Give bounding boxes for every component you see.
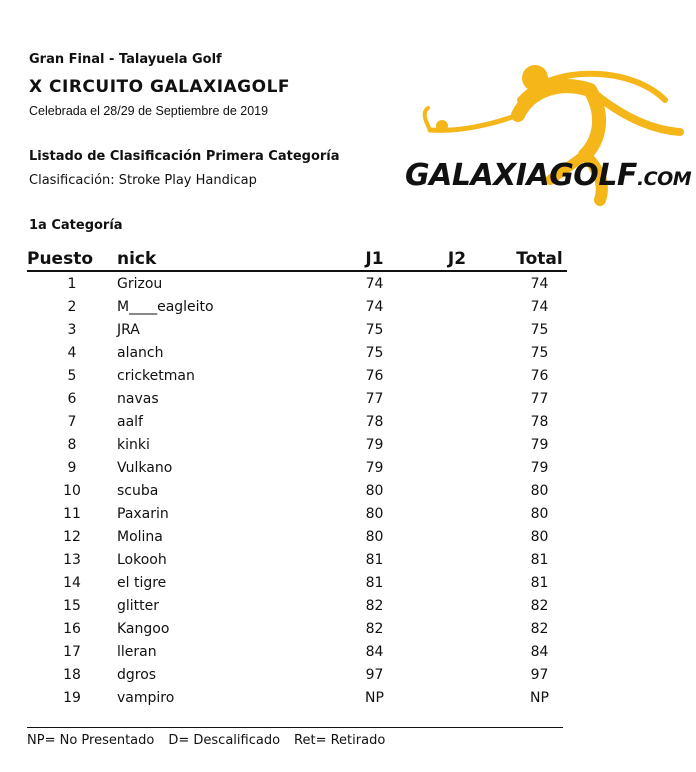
- cell-total: 76: [530, 367, 549, 384]
- cell-puesto: 9: [67, 459, 77, 476]
- cell-j1: 82: [365, 597, 384, 614]
- cell-j2: [402, 571, 512, 594]
- cell-total: NP: [530, 689, 549, 706]
- cell-puesto: 6: [67, 390, 77, 407]
- header-total: Total: [512, 242, 567, 271]
- header-j2: J2: [402, 242, 512, 271]
- cell-nick: M____eagleito: [117, 298, 214, 315]
- cell-j1: 80: [365, 505, 384, 522]
- cell-puesto: 5: [67, 367, 77, 384]
- table-row: [27, 594, 567, 617]
- cell-total: 78: [530, 413, 549, 430]
- cell-j2: [402, 640, 512, 663]
- cell-total: 82: [530, 597, 549, 614]
- classification-type: Clasificación: Stroke Play Handicap: [29, 173, 257, 188]
- cell-total: 79: [530, 459, 549, 476]
- cell-j2: [402, 479, 512, 502]
- cell-puesto: 16: [63, 620, 81, 637]
- table-row: [27, 502, 567, 525]
- cell-j2: [402, 410, 512, 433]
- cell-j2: [402, 387, 512, 410]
- cell-puesto: 7: [67, 413, 77, 430]
- cell-total: 75: [530, 321, 549, 338]
- cell-j1: 74: [365, 275, 384, 292]
- cell-j1: 79: [365, 459, 384, 476]
- cell-total: 80: [530, 528, 549, 545]
- table-row: [27, 663, 567, 686]
- logo-text-part1: GALAXIA: [405, 158, 550, 193]
- galaxiagolf-wordmark: [405, 158, 691, 193]
- cell-total: 74: [530, 298, 549, 315]
- table-row: [27, 410, 567, 433]
- results-table: [27, 242, 567, 709]
- cell-j2: [402, 663, 512, 686]
- header-j1: J1: [347, 242, 402, 271]
- cell-nick: cricketman: [117, 367, 195, 384]
- table-row: [27, 571, 567, 594]
- table-row: [27, 617, 567, 640]
- cell-total: 75: [530, 344, 549, 361]
- table-row: [27, 387, 567, 410]
- cell-puesto: 11: [63, 505, 81, 522]
- table-row: [27, 271, 567, 295]
- cell-j1: 75: [365, 321, 384, 338]
- cell-j1: 97: [365, 666, 384, 683]
- cell-puesto: 13: [63, 551, 81, 568]
- logo-text-part2: GOLF: [549, 158, 637, 193]
- table-row: [27, 548, 567, 571]
- cell-nick: glitter: [117, 597, 160, 614]
- cell-j2: [402, 548, 512, 571]
- cell-j1: 84: [365, 643, 384, 660]
- cell-total: 81: [530, 551, 549, 568]
- cell-nick: Paxarin: [117, 505, 169, 522]
- table-row: [27, 479, 567, 502]
- cell-puesto: 8: [67, 436, 77, 453]
- cell-total: 82: [530, 620, 549, 637]
- cell-total: 97: [530, 666, 549, 683]
- table-row: [27, 318, 567, 341]
- cell-nick: Vulkano: [117, 459, 173, 476]
- cell-total: 80: [530, 482, 549, 499]
- header-puesto: Puesto: [27, 242, 117, 271]
- cell-puesto: 2: [67, 298, 77, 315]
- table-row: [27, 686, 567, 709]
- cell-j2: [402, 341, 512, 364]
- list-title: Listado de Clasificación Primera Categoría: [29, 149, 340, 164]
- cell-total: 74: [530, 275, 549, 292]
- cell-nick: JRA: [117, 321, 140, 338]
- cell-total: 77: [530, 390, 549, 407]
- cell-nick: scuba: [117, 482, 159, 499]
- cell-j1: 74: [365, 298, 384, 315]
- cell-total: 81: [530, 574, 549, 591]
- cell-j1: 82: [365, 620, 384, 637]
- cell-puesto: 17: [63, 643, 81, 660]
- cell-j1: 78: [365, 413, 384, 430]
- cell-puesto: 10: [63, 482, 81, 499]
- table-row: [27, 341, 567, 364]
- cell-nick: kinki: [117, 436, 150, 453]
- legend-ret: Ret= Retirado: [294, 733, 386, 748]
- cell-nick: lleran: [117, 643, 157, 660]
- cell-j2: [402, 318, 512, 341]
- cell-puesto: 14: [63, 574, 81, 591]
- cell-j2: [402, 364, 512, 387]
- cell-nick: alanch: [117, 344, 164, 361]
- cell-j2: [402, 525, 512, 548]
- header-nick: nick: [117, 242, 347, 271]
- table-row: [27, 295, 567, 318]
- legend-d: D= Descalificado: [168, 733, 281, 748]
- cell-total: 84: [530, 643, 549, 660]
- cell-puesto: 19: [63, 689, 81, 706]
- cell-j1: 80: [365, 482, 384, 499]
- logo-text-domain: .COM: [636, 168, 692, 190]
- cell-nick: Molina: [117, 528, 163, 545]
- cell-j1: 81: [365, 574, 384, 591]
- cell-puesto: 4: [67, 344, 77, 361]
- cell-j2: [402, 502, 512, 525]
- table-header-row: [27, 242, 567, 271]
- table-row: [27, 640, 567, 663]
- table-row: [27, 364, 567, 387]
- cell-j1: 77: [365, 390, 384, 407]
- event-date: Celebrada el 28/29 de Septiembre de 2019: [29, 104, 269, 118]
- cell-nick: vampiro: [117, 689, 175, 706]
- table-row: [27, 525, 567, 548]
- cell-j2: [402, 617, 512, 640]
- cell-nick: Kangoo: [117, 620, 170, 637]
- cell-j2: [402, 594, 512, 617]
- cell-j1: 81: [365, 551, 384, 568]
- legend: [27, 733, 399, 748]
- cell-j2: [402, 433, 512, 456]
- cell-nick: aalf: [117, 413, 143, 430]
- event-title: X CIRCUITO GALAXIAGOLF: [29, 77, 291, 97]
- cell-nick: dgros: [117, 666, 157, 683]
- legend-np: NP= No Presentado: [27, 733, 155, 748]
- cell-puesto: 18: [63, 666, 81, 683]
- cell-total: 80: [530, 505, 549, 522]
- cell-j1: 76: [365, 367, 384, 384]
- cell-j1: NP: [365, 689, 384, 706]
- category-label: 1a Categoría: [29, 218, 123, 233]
- cell-puesto: 12: [63, 528, 81, 545]
- cell-puesto: 1: [67, 275, 77, 292]
- cell-nick: Grizou: [117, 275, 163, 292]
- table-row: [27, 433, 567, 456]
- cell-j2: [402, 456, 512, 479]
- cell-j1: 80: [365, 528, 384, 545]
- cell-j2: [402, 686, 512, 709]
- cell-j1: 75: [365, 344, 384, 361]
- event-subtitle: Gran Final - Talayuela Golf: [29, 52, 222, 67]
- cell-nick: Lokooh: [117, 551, 167, 568]
- cell-j1: 79: [365, 436, 384, 453]
- cell-j2: [402, 271, 512, 295]
- cell-puesto: 3: [67, 321, 77, 338]
- cell-j2: [402, 295, 512, 318]
- cell-nick: navas: [117, 390, 159, 407]
- cell-nick: el tigre: [117, 574, 167, 591]
- cell-puesto: 15: [63, 597, 81, 614]
- table-row: [27, 456, 567, 479]
- cell-total: 79: [530, 436, 549, 453]
- footer-divider: [27, 727, 563, 728]
